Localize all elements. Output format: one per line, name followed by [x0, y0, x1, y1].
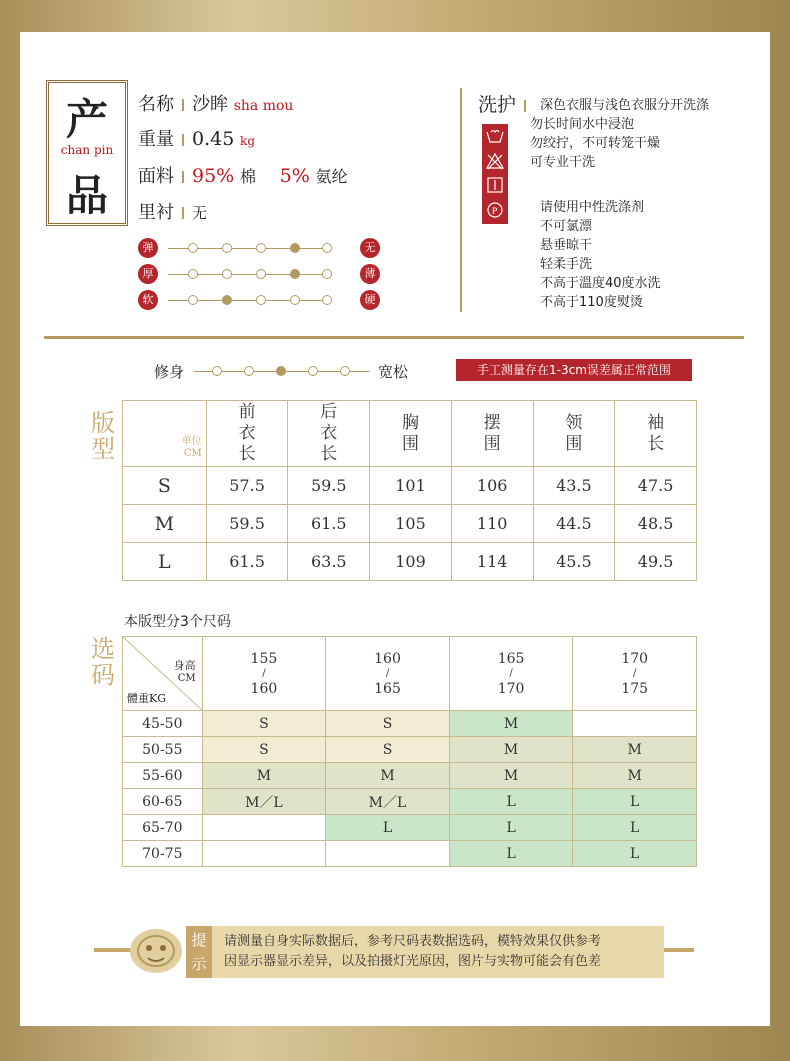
- size-table: [122, 400, 697, 581]
- care-line: 不可氯漂: [540, 219, 593, 234]
- property-right-chip: 薄: [360, 264, 380, 284]
- size-value: 101: [370, 467, 452, 505]
- size-label: L: [123, 543, 207, 581]
- col-header-text: 袖长: [647, 412, 665, 454]
- measurement-note: 手工测量存在1-3cm误差属正常范围: [456, 359, 692, 381]
- select-caption: 本版型分3个尺码: [124, 614, 231, 630]
- size-value: 109: [370, 543, 452, 581]
- fabric-label: 面料: [138, 166, 174, 187]
- size-table-title-text: 版型: [91, 409, 115, 463]
- select-row: [123, 711, 697, 737]
- fabric-row: [138, 162, 348, 188]
- size-recommendation: [326, 841, 450, 867]
- col-header-text: 领围: [565, 412, 583, 454]
- height-sep: /: [262, 667, 266, 679]
- size-value: 114: [451, 543, 533, 581]
- height-sep: /: [633, 667, 637, 679]
- property-left-chip: 弹: [138, 238, 158, 258]
- fit-dot: [340, 366, 350, 376]
- care-line: 勿绞拧，不可转笼干燥: [530, 136, 661, 151]
- size-recommendation: L: [326, 815, 450, 841]
- unit-value: CM: [183, 448, 202, 459]
- size-value: 61.5: [206, 543, 288, 581]
- size-value: 63.5: [288, 543, 370, 581]
- col-header: [370, 401, 452, 467]
- property-left-chip: 厚: [138, 264, 158, 284]
- size-table-title: [90, 410, 120, 462]
- size-recommendation: [573, 711, 697, 737]
- size-value: 110: [451, 505, 533, 543]
- size-value: 59.5: [288, 467, 370, 505]
- care-line: 请使用中性洗涤剂: [540, 200, 645, 215]
- section-rule: [44, 336, 744, 339]
- size-recommendation: M: [326, 763, 450, 789]
- fit-left-label: 修身: [154, 363, 185, 381]
- fabric-pct2: 5%: [279, 165, 310, 187]
- size-recommendation: L: [573, 789, 697, 815]
- property-right-chip: 硬: [360, 290, 380, 310]
- size-value: 57.5: [206, 467, 288, 505]
- weight-value: 0.45: [192, 128, 235, 150]
- height-top: 165: [497, 650, 525, 667]
- lining-value: 无: [192, 204, 208, 222]
- fabric-pct1: 95%: [192, 165, 235, 187]
- hang-dry-icon: [488, 178, 502, 192]
- size-recommendation: [202, 815, 326, 841]
- property-dot: [188, 243, 198, 253]
- care-line: 轻柔手洗: [540, 257, 593, 272]
- col-header-text: 摆围: [483, 412, 501, 454]
- height-col: [449, 637, 573, 711]
- height-label-box: [174, 659, 196, 685]
- select-table: [122, 636, 697, 867]
- unit-cell: [123, 401, 207, 467]
- property-dot: [290, 243, 300, 253]
- notice-box: [212, 926, 664, 978]
- size-value: 49.5: [615, 543, 697, 581]
- notice-rule-right: [664, 948, 694, 952]
- weight-label: 重量: [138, 129, 174, 150]
- size-recommendation: S: [326, 737, 450, 763]
- col-header-text: 后衣长: [320, 402, 338, 464]
- property-dot: [322, 295, 332, 305]
- fabric-mat2: 氨纶: [315, 167, 348, 186]
- select-row: [123, 737, 697, 763]
- size-value: 106: [451, 467, 533, 505]
- size-recommendation: M: [449, 737, 573, 763]
- product-badge: [46, 80, 128, 226]
- fit-dot: [244, 366, 254, 376]
- lining-label: 里衬: [138, 202, 174, 223]
- fit-dot: [276, 366, 286, 376]
- property-dot: [256, 295, 266, 305]
- height-label: 身高: [173, 659, 196, 672]
- size-recommendation: M: [449, 711, 573, 737]
- property-dot: [290, 295, 300, 305]
- select-table-title: [90, 636, 120, 688]
- size-recommendation: L: [449, 789, 573, 815]
- weight-range: 65-70: [123, 815, 203, 841]
- col-header-text: 胸围: [401, 412, 419, 454]
- name-row: [138, 90, 293, 116]
- height-col: [573, 637, 697, 711]
- size-recommendation: M／L: [326, 789, 450, 815]
- badge-subtitle: chan pin: [60, 143, 114, 157]
- size-label: S: [123, 467, 207, 505]
- property-dot: [188, 295, 198, 305]
- property-dot: [322, 269, 332, 279]
- property-slider: [138, 290, 388, 312]
- size-value: 61.5: [288, 505, 370, 543]
- size-value: 44.5: [533, 505, 615, 543]
- size-recommendation: M: [202, 763, 326, 789]
- size-recommendation: [202, 841, 326, 867]
- notice-title-text: 提示: [191, 931, 207, 973]
- height-sep: /: [385, 667, 390, 679]
- care-line: 勿长时间水中浸泡: [530, 117, 635, 132]
- fabric-mat1: 棉: [239, 167, 256, 186]
- size-label: M: [123, 505, 207, 543]
- size-recommendation: M: [573, 763, 697, 789]
- property-dot: [322, 243, 332, 253]
- no-bleach-icon: [487, 154, 503, 169]
- fit-dot: [308, 366, 318, 376]
- size-recommendation: M／L: [202, 789, 326, 815]
- size-value: 47.5: [615, 467, 697, 505]
- care-title-row: [478, 90, 534, 117]
- property-dot: [188, 269, 198, 279]
- select-row: [123, 841, 697, 867]
- size-recommendation: L: [573, 841, 697, 867]
- weight-label: 體重KG: [127, 692, 167, 705]
- care-line: 悬垂晾干: [540, 238, 593, 253]
- height-top: 170: [621, 650, 649, 667]
- property-right-chip: 无: [360, 238, 380, 258]
- name-value: 沙眸: [192, 94, 228, 115]
- property-dot: [222, 243, 232, 253]
- select-row: [123, 763, 697, 789]
- care-icons-strip: [482, 124, 508, 224]
- property-dot: [290, 269, 300, 279]
- col-header: [533, 401, 615, 467]
- notice-title: [186, 926, 212, 978]
- care-line: 不高于溫度40度水洗: [540, 276, 661, 291]
- select-row: [123, 789, 697, 815]
- col-header: [288, 401, 370, 467]
- height-bottom: 175: [621, 680, 649, 697]
- size-row: [123, 505, 697, 543]
- weight-range: 50-55: [123, 737, 203, 763]
- size-recommendation: M: [449, 763, 573, 789]
- care-line: 可专业干洗: [530, 155, 596, 170]
- size-recommendation: S: [202, 711, 326, 737]
- care-title: 洗护: [478, 94, 517, 116]
- height-bottom: 160: [250, 680, 278, 697]
- weight-unit: kg: [240, 134, 255, 148]
- height-unit: CM: [177, 673, 196, 684]
- size-value: 105: [370, 505, 452, 543]
- property-slider: [138, 238, 388, 260]
- name-label: 名称: [138, 94, 174, 115]
- size-value: 45.5: [533, 543, 615, 581]
- hand-wash-icon: [487, 131, 503, 143]
- size-recommendation: L: [573, 815, 697, 841]
- height-col: [326, 637, 450, 711]
- badge-char-bottom: 品: [65, 171, 108, 220]
- section-divider: [460, 88, 462, 312]
- care-lines-bottom: [540, 198, 661, 312]
- care-lines-top: [530, 96, 710, 172]
- size-value: 43.5: [533, 467, 615, 505]
- select-table-title-text: 选码: [91, 635, 115, 689]
- weight-row: [138, 125, 255, 151]
- weight-range: 45-50: [123, 711, 203, 737]
- badge-char-top: 产: [65, 95, 108, 144]
- height-top: 155: [250, 650, 278, 667]
- size-value: 59.5: [206, 505, 288, 543]
- dry-clean-icon: [488, 203, 502, 217]
- col-header-text: 前衣长: [238, 402, 256, 464]
- notice-line1: 请测量自身实际数据后，参考尺码表数据选码，模特效果仅供参考: [224, 934, 602, 949]
- property-dot: [256, 269, 266, 279]
- height-bottom: 165: [374, 680, 401, 697]
- size-value: 48.5: [615, 505, 697, 543]
- property-dot: [222, 295, 232, 305]
- height-col: [202, 637, 326, 711]
- fit-right-label: 宽松: [378, 363, 409, 381]
- property-dot: [222, 269, 232, 279]
- property-slider: [138, 264, 388, 286]
- col-header: [451, 401, 533, 467]
- col-header: [615, 401, 697, 467]
- size-recommendation: L: [449, 815, 573, 841]
- lining-row: [138, 198, 207, 224]
- care-line: 深色衣服与浅色衣服分开洗涤: [540, 98, 710, 113]
- size-recommendation: S: [326, 711, 450, 737]
- size-row: [123, 543, 697, 581]
- size-recommendation: L: [449, 841, 573, 867]
- svg-text:P: P: [492, 207, 498, 217]
- diag-header-cell: [123, 637, 203, 711]
- weight-range: 55-60: [123, 763, 203, 789]
- care-line: 不高于110度熨烫: [540, 295, 643, 310]
- weight-range: 60-65: [123, 789, 203, 815]
- col-header: [206, 401, 288, 467]
- size-row: [123, 467, 697, 505]
- notice-line2: 因显示器显示差异，以及拍摄灯光原因，图片与实物可能会有色差: [224, 954, 602, 969]
- weight-range: 70-75: [123, 841, 203, 867]
- lion-emblem: [128, 926, 184, 976]
- height-bottom: 170: [497, 680, 525, 697]
- height-sep: /: [509, 667, 513, 679]
- height-top: 160: [374, 650, 401, 667]
- size-recommendation: S: [202, 737, 326, 763]
- select-row: [123, 815, 697, 841]
- property-dot: [256, 243, 266, 253]
- unit-label: 单位: [181, 436, 202, 447]
- name-pinyin: sha mou: [233, 98, 294, 114]
- fit-dot: [212, 366, 222, 376]
- property-left-chip: 软: [138, 290, 158, 310]
- size-recommendation: M: [573, 737, 697, 763]
